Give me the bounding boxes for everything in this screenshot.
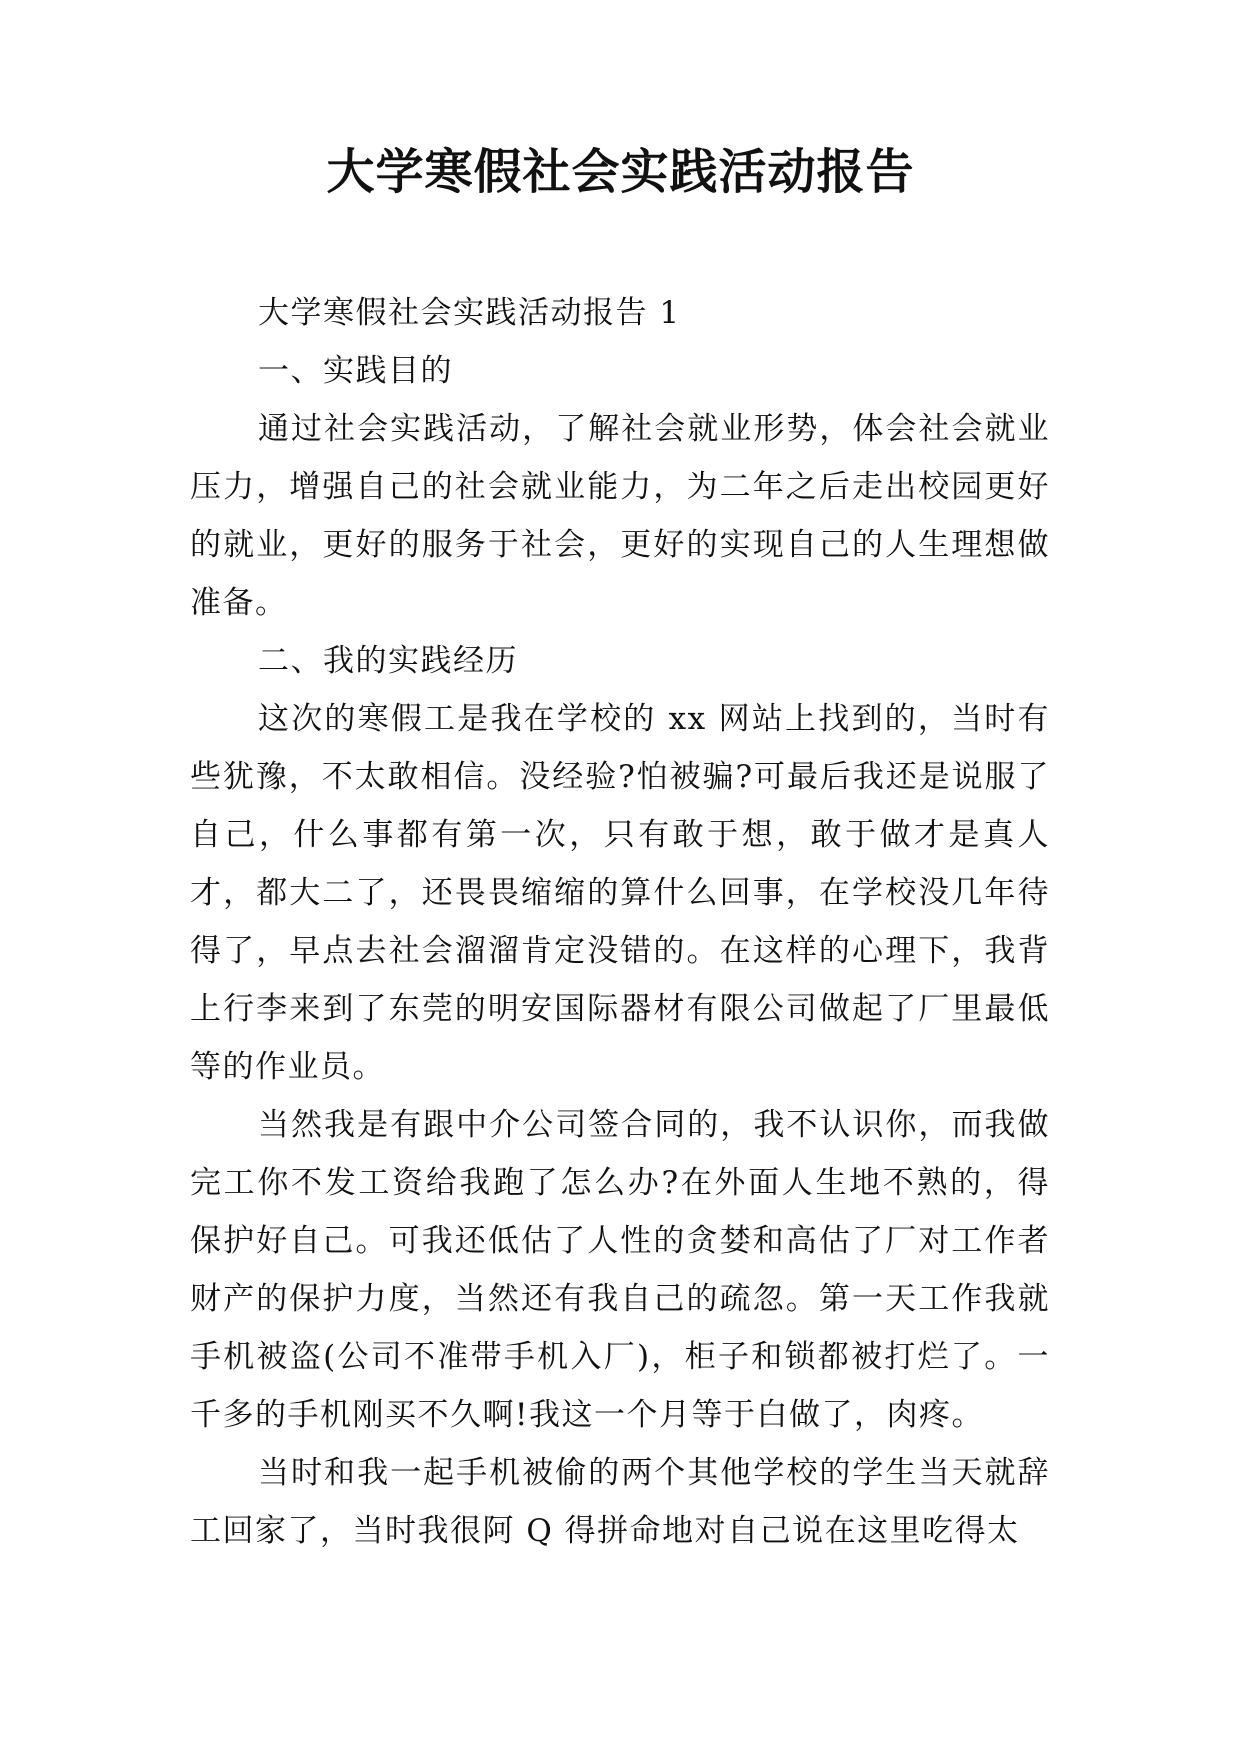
section-heading: 二、我的实践经历 (258, 643, 518, 679)
body-paragraph: 通过社会实践活动，了解社会就业形势，体会社会就业压力，增强自己的社会就业能力，为二年之后走出校园更好的就业，更好的服务于社会，更好的实现自己的人生理想做准备。 (190, 411, 1050, 621)
body-paragraph: 当然我是有跟中介公司签合同的，我不认识你，而我做完工你不发工资给我跑了怎么办?在外面人生地不熟的，得保护好自己。可我还低估了人性的贪婪和高估了厂对工作者财产的保护力度，当然还有我自己的疏忽。第一天工作我就手机被盗(公司不准带手机入厂)，柜子和锁都被打烂了。一千多的手机刚买不久啊!我这一个月等于白做了，肉疼。 (190, 1107, 1050, 1433)
body-paragraph: 这次的寒假工是我在学校的 xx 网站上找到的，当时有些犹豫，不太敢相信。没经验?怕被骗?可最后我还是说服了自己，什么事都有第一次，只有敢于想，敢于做才是真人才，都大二了，还畏畏缩缩的算什么回事，在学校没几年待得了，早点去社会溜溜肯定没错的。在这样的心理下，我背上行李来到了东莞的明安国际器材有限公司做起了厂里最低等的作业员。 (190, 701, 1050, 1085)
body-paragraph: 当时和我一起手机被偷的两个其他学校的学生当天就辞工回家了，当时我很阿 Q 得拼命地对自己说在这里吃得太 (190, 1455, 1050, 1549)
section-heading: 一、实践目的 (258, 353, 453, 389)
section-heading: 大学寒假社会实践活动报告 1 (258, 295, 681, 331)
document-title: 大学寒假社会实践活动报告 (326, 144, 915, 200)
document-body (190, 284, 1050, 1560)
